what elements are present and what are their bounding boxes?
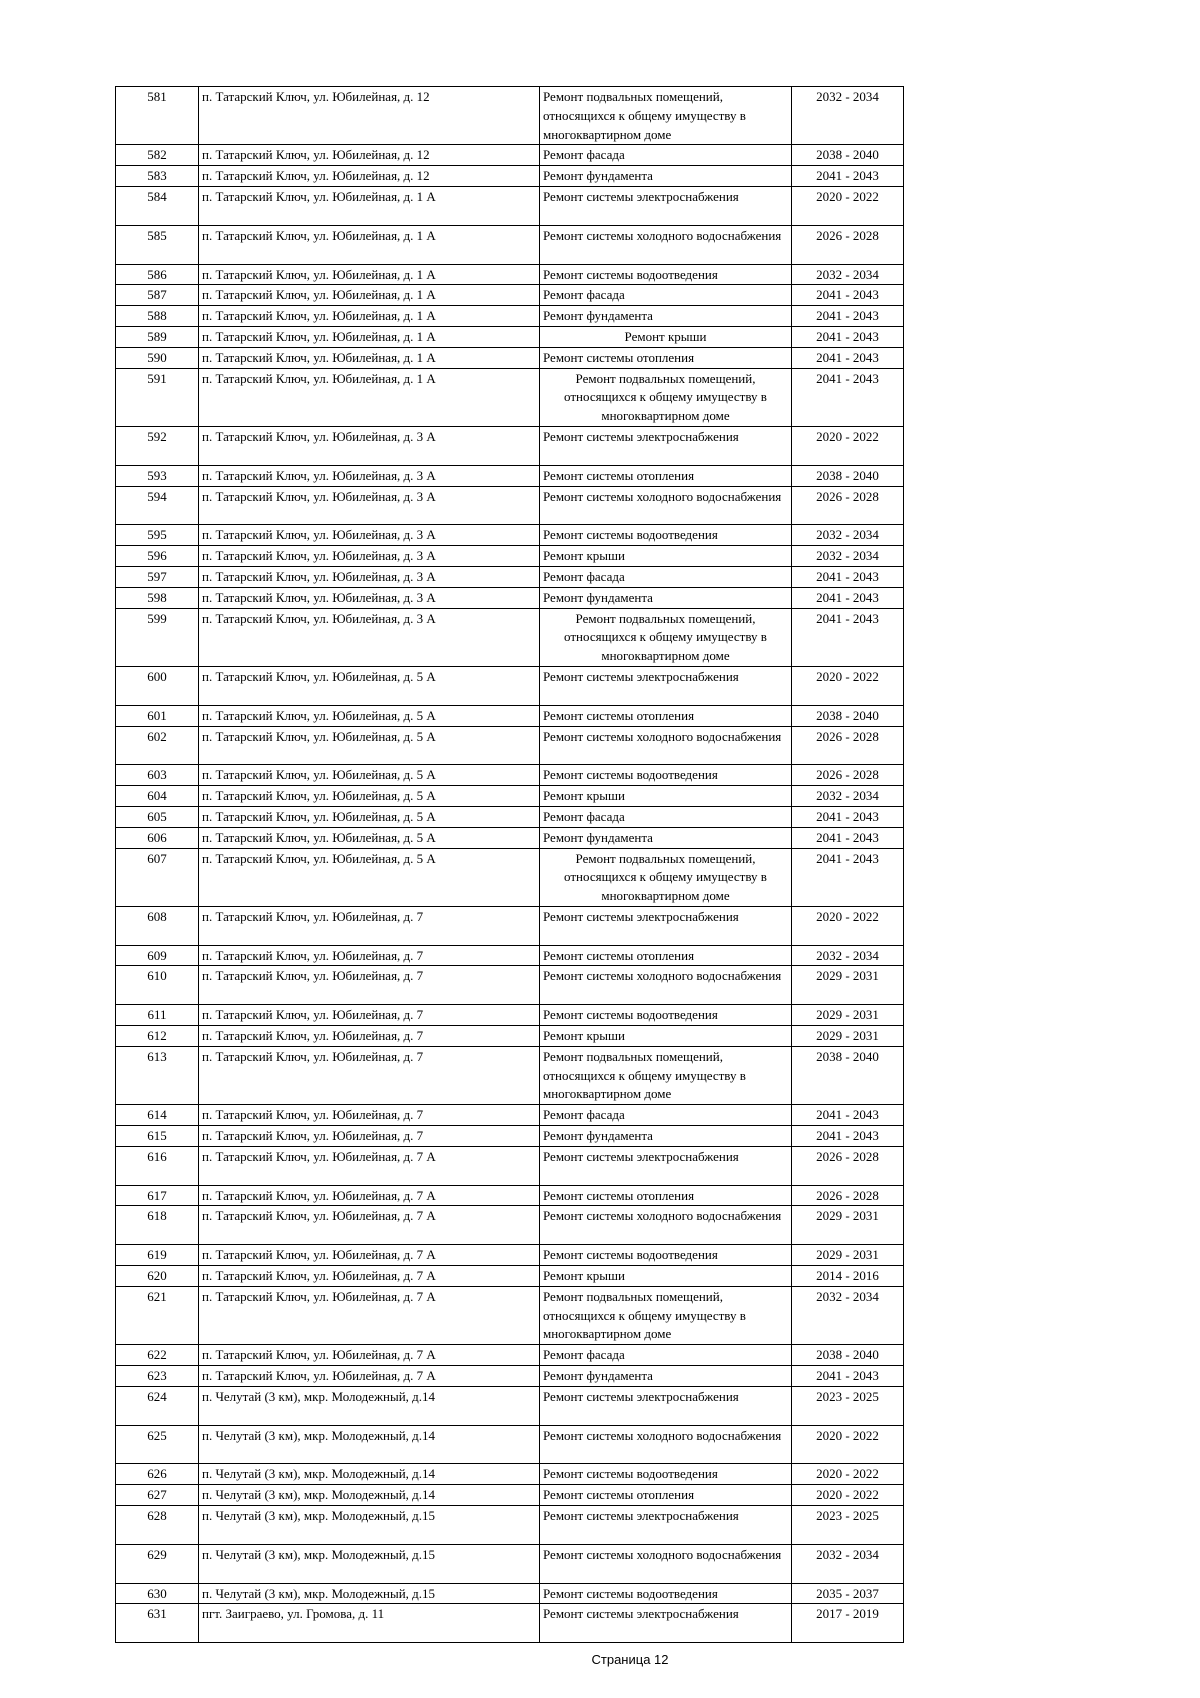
row-address: п. Татарский Ключ, ул. Юбилейная, д. 5 А [199,726,540,765]
row-period: 2023 - 2025 [792,1386,904,1425]
row-address: п. Татарский Ключ, ул. Юбилейная, д. 1 А [199,225,540,264]
row-work-type: Ремонт системы водоотведения [540,264,792,285]
row-address: п. Татарский Ключ, ул. Юбилейная, д. 7 [199,966,540,1005]
table-row [116,525,904,546]
row-period: 2020 - 2022 [792,1485,904,1506]
row-number: 595 [116,525,199,546]
row-number: 603 [116,765,199,786]
row-number: 583 [116,166,199,187]
table-row [116,848,904,906]
row-address: п. Татарский Ключ, ул. Юбилейная, д. 1 А [199,285,540,306]
row-work-type: Ремонт подвальных помещений, относящихся к общему имуществу в многоквартирном доме [540,1286,792,1344]
row-work-type: Ремонт фундамента [540,1366,792,1387]
row-work-type: Ремонт системы электроснабжения [540,666,792,705]
row-address: п. Татарский Ключ, ул. Юбилейная, д. 12 [199,166,540,187]
row-number: 596 [116,546,199,567]
row-number: 607 [116,848,199,906]
table-row [116,1126,904,1147]
row-period: 2017 - 2019 [792,1604,904,1643]
row-number: 626 [116,1464,199,1485]
table-row [116,87,904,145]
row-period: 2032 - 2034 [792,1544,904,1583]
table-row [116,608,904,666]
row-period: 2038 - 2040 [792,705,904,726]
table-row [116,465,904,486]
table-row [116,1245,904,1266]
row-number: 619 [116,1245,199,1266]
row-period: 2041 - 2043 [792,326,904,347]
row-period: 2029 - 2031 [792,1245,904,1266]
row-address: п. Татарский Ключ, ул. Юбилейная, д. 1 А [199,347,540,368]
row-address: п. Татарский Ключ, ул. Юбилейная, д. 3 А [199,566,540,587]
row-work-type: Ремонт системы электроснабжения [540,1604,792,1643]
row-work-type: Ремонт системы водоотведения [540,1583,792,1604]
row-period: 2038 - 2040 [792,1345,904,1366]
row-period: 2026 - 2028 [792,1146,904,1185]
row-address: п. Татарский Ключ, ул. Юбилейная, д. 7 А [199,1245,540,1266]
row-work-type: Ремонт системы отопления [540,945,792,966]
table-row [116,1366,904,1387]
row-work-type: Ремонт фундамента [540,166,792,187]
row-address: п. Татарский Ключ, ул. Юбилейная, д. 1 А [199,306,540,327]
row-work-type: Ремонт системы электроснабжения [540,186,792,225]
row-work-type: Ремонт подвальных помещений, относящихся к общему имуществу в многоквартирном доме [540,368,792,426]
page-number: Страница 12 [591,1652,669,1667]
row-work-type: Ремонт системы водоотведения [540,1005,792,1026]
table-row [116,966,904,1005]
row-number: 624 [116,1386,199,1425]
table-row [116,1026,904,1047]
row-period: 2020 - 2022 [792,906,904,945]
table-row [116,1386,904,1425]
table-row [116,368,904,426]
row-period: 2038 - 2040 [792,145,904,166]
row-address: пгт. Заиграево, ул. Громова, д. 11 [199,1604,540,1643]
table-row [116,806,904,827]
row-work-type: Ремонт системы электроснабжения [540,1146,792,1185]
row-number: 582 [116,145,199,166]
row-number: 608 [116,906,199,945]
row-number: 628 [116,1506,199,1545]
row-number: 611 [116,1005,199,1026]
row-address: п. Татарский Ключ, ул. Юбилейная, д. 3 А [199,546,540,567]
row-address: п. Татарский Ключ, ул. Юбилейная, д. 7 А [199,1366,540,1387]
row-work-type: Ремонт системы холодного водоснабжения [540,966,792,1005]
row-period: 2020 - 2022 [792,186,904,225]
row-address: п. Татарский Ключ, ул. Юбилейная, д. 5 А [199,705,540,726]
row-period: 2032 - 2034 [792,525,904,546]
row-number: 593 [116,465,199,486]
table-row [116,705,904,726]
row-work-type: Ремонт фасада [540,566,792,587]
row-work-type: Ремонт системы водоотведения [540,1464,792,1485]
row-period: 2029 - 2031 [792,1005,904,1026]
row-work-type: Ремонт фундамента [540,1126,792,1147]
table-row [116,726,904,765]
row-work-type: Ремонт подвальных помещений, относящихся к общему имуществу в многоквартирном доме [540,848,792,906]
row-work-type: Ремонт крыши [540,1266,792,1287]
row-address: п. Татарский Ключ, ул. Юбилейная, д. 3 А [199,587,540,608]
row-work-type: Ремонт фундамента [540,587,792,608]
row-address: п. Татарский Ключ, ул. Юбилейная, д. 5 А [199,666,540,705]
row-period: 2032 - 2034 [792,945,904,966]
row-work-type: Ремонт фасада [540,1105,792,1126]
row-address: п. Татарский Ключ, ул. Юбилейная, д. 7 [199,906,540,945]
row-period: 2032 - 2034 [792,546,904,567]
row-address: п. Татарский Ключ, ул. Юбилейная, д. 12 [199,87,540,145]
row-address: п. Татарский Ключ, ул. Юбилейная, д. 1 А [199,264,540,285]
table-row [116,486,904,525]
row-number: 585 [116,225,199,264]
table-row [116,786,904,807]
row-period: 2026 - 2028 [792,1185,904,1206]
row-period: 2041 - 2043 [792,566,904,587]
table-row [116,1485,904,1506]
row-address: п. Татарский Ключ, ул. Юбилейная, д. 5 А [199,765,540,786]
row-number: 601 [116,705,199,726]
table-row [116,765,904,786]
table-row [116,666,904,705]
row-period: 2026 - 2028 [792,765,904,786]
row-work-type: Ремонт крыши [540,1026,792,1047]
table-row [116,945,904,966]
row-period: 2041 - 2043 [792,608,904,666]
row-period: 2026 - 2028 [792,726,904,765]
row-address: п. Татарский Ключ, ул. Юбилейная, д. 3 А [199,465,540,486]
table-row [116,587,904,608]
row-address: п. Татарский Ключ, ул. Юбилейная, д. 7 [199,1126,540,1147]
table-row [116,1046,904,1104]
row-address: п. Татарский Ключ, ул. Юбилейная, д. 1 А [199,368,540,426]
row-number: 614 [116,1105,199,1126]
table-row [116,186,904,225]
row-number: 604 [116,786,199,807]
row-period: 2035 - 2037 [792,1583,904,1604]
table-row [116,1544,904,1583]
row-address: п. Челутай (3 км), мкр. Молодежный, д.14 [199,1386,540,1425]
row-address: п. Татарский Ключ, ул. Юбилейная, д. 3 А [199,486,540,525]
row-period: 2041 - 2043 [792,1366,904,1387]
row-work-type: Ремонт фундамента [540,827,792,848]
row-number: 581 [116,87,199,145]
row-number: 597 [116,566,199,587]
row-work-type: Ремонт системы отопления [540,465,792,486]
row-number: 623 [116,1366,199,1387]
row-period: 2041 - 2043 [792,806,904,827]
row-period: 2020 - 2022 [792,1425,904,1464]
table-row [116,166,904,187]
row-work-type: Ремонт крыши [540,326,792,347]
row-address: п. Татарский Ключ, ул. Юбилейная, д. 5 А [199,806,540,827]
row-number: 622 [116,1345,199,1366]
table-row [116,1005,904,1026]
row-period: 2032 - 2034 [792,264,904,285]
table-row [116,1583,904,1604]
row-work-type: Ремонт фундамента [540,306,792,327]
row-number: 616 [116,1146,199,1185]
row-work-type: Ремонт подвальных помещений, относящихся к общему имуществу в многоквартирном доме [540,87,792,145]
row-address: п. Татарский Ключ, ул. Юбилейная, д. 7 А [199,1146,540,1185]
row-address: п. Татарский Ключ, ул. Юбилейная, д. 5 А [199,786,540,807]
row-number: 625 [116,1425,199,1464]
row-address: п. Татарский Ключ, ул. Юбилейная, д. 1 А [199,186,540,225]
row-period: 2023 - 2025 [792,1506,904,1545]
table-row [116,426,904,465]
row-number: 599 [116,608,199,666]
table-row [116,566,904,587]
row-number: 610 [116,966,199,1005]
row-period: 2041 - 2043 [792,587,904,608]
row-work-type: Ремонт крыши [540,546,792,567]
row-period: 2041 - 2043 [792,285,904,306]
row-number: 592 [116,426,199,465]
table-row [116,326,904,347]
row-number: 605 [116,806,199,827]
row-period: 2032 - 2034 [792,1286,904,1344]
row-number: 627 [116,1485,199,1506]
row-work-type: Ремонт фасада [540,806,792,827]
row-number: 615 [116,1126,199,1147]
row-address: п. Татарский Ключ, ул. Юбилейная, д. 7 [199,1026,540,1047]
row-number: 613 [116,1046,199,1104]
row-period: 2041 - 2043 [792,347,904,368]
row-work-type: Ремонт крыши [540,786,792,807]
table-row [116,264,904,285]
row-period: 2014 - 2016 [792,1266,904,1287]
row-work-type: Ремонт системы электроснабжения [540,1386,792,1425]
row-work-type: Ремонт системы электроснабжения [540,906,792,945]
row-period: 2020 - 2022 [792,666,904,705]
row-work-type: Ремонт системы водоотведения [540,525,792,546]
row-period: 2038 - 2040 [792,465,904,486]
row-number: 584 [116,186,199,225]
row-address: п. Татарский Ключ, ул. Юбилейная, д. 7 [199,1105,540,1126]
row-number: 598 [116,587,199,608]
repair-schedule-table [115,86,904,1643]
row-period: 2041 - 2043 [792,166,904,187]
row-number: 587 [116,285,199,306]
table-row [116,1286,904,1344]
row-address: п. Татарский Ключ, ул. Юбилейная, д. 7 [199,1005,540,1026]
row-number: 620 [116,1266,199,1287]
row-work-type: Ремонт фасада [540,285,792,306]
row-address: п. Челутай (3 км), мкр. Молодежный, д.15 [199,1544,540,1583]
table-row [116,225,904,264]
row-work-type: Ремонт системы отопления [540,347,792,368]
table-row [116,1464,904,1485]
row-work-type: Ремонт фасада [540,145,792,166]
table-row [116,1206,904,1245]
row-address: п. Татарский Ключ, ул. Юбилейная, д. 7 А [199,1286,540,1344]
row-number: 630 [116,1583,199,1604]
row-period: 2020 - 2022 [792,1464,904,1485]
row-number: 617 [116,1185,199,1206]
row-period: 2041 - 2043 [792,827,904,848]
row-number: 600 [116,666,199,705]
row-period: 2041 - 2043 [792,1105,904,1126]
row-period: 2032 - 2034 [792,87,904,145]
row-period: 2041 - 2043 [792,1126,904,1147]
row-period: 2026 - 2028 [792,486,904,525]
row-work-type: Ремонт подвальных помещений, относящихся к общему имуществу в многоквартирном доме [540,1046,792,1104]
row-address: п. Челутай (3 км), мкр. Молодежный, д.14 [199,1485,540,1506]
row-number: 631 [116,1604,199,1643]
row-number: 586 [116,264,199,285]
row-work-type: Ремонт системы холодного водоснабжения [540,1425,792,1464]
row-number: 618 [116,1206,199,1245]
row-period: 2041 - 2043 [792,368,904,426]
table-row [116,1425,904,1464]
row-address: п. Татарский Ключ, ул. Юбилейная, д. 3 А [199,426,540,465]
row-number: 590 [116,347,199,368]
row-period: 2029 - 2031 [792,1206,904,1245]
table-row [116,827,904,848]
row-work-type: Ремонт системы холодного водоснабжения [540,225,792,264]
row-work-type: Ремонт системы холодного водоснабжения [540,1206,792,1245]
row-work-type: Ремонт системы электроснабжения [540,1506,792,1545]
row-number: 606 [116,827,199,848]
row-period: 2038 - 2040 [792,1046,904,1104]
table-row [116,145,904,166]
table-row [116,1105,904,1126]
row-number: 612 [116,1026,199,1047]
table-row [116,546,904,567]
table-row [116,306,904,327]
table-row [116,1604,904,1643]
row-period: 2041 - 2043 [792,306,904,327]
row-work-type: Ремонт системы холодного водоснабжения [540,1544,792,1583]
row-address: п. Татарский Ключ, ул. Юбилейная, д. 7 А [199,1206,540,1245]
row-number: 621 [116,1286,199,1344]
row-work-type: Ремонт системы водоотведения [540,1245,792,1266]
table-row [116,1345,904,1366]
row-address: п. Татарский Ключ, ул. Юбилейная, д. 7 [199,1046,540,1104]
row-work-type: Ремонт подвальных помещений, относящихся к общему имуществу в многоквартирном доме [540,608,792,666]
row-address: п. Татарский Ключ, ул. Юбилейная, д. 1 А [199,326,540,347]
row-number: 589 [116,326,199,347]
row-address: п. Челутай (3 км), мкр. Молодежный, д.15 [199,1583,540,1604]
row-number: 588 [116,306,199,327]
row-number: 591 [116,368,199,426]
row-address: п. Челутай (3 км), мкр. Молодежный, д.14 [199,1425,540,1464]
table-row [116,1146,904,1185]
row-address: п. Челутай (3 км), мкр. Молодежный, д.15 [199,1506,540,1545]
table-row [116,285,904,306]
row-work-type: Ремонт системы отопления [540,1185,792,1206]
row-work-type: Ремонт фасада [540,1345,792,1366]
row-work-type: Ремонт системы холодного водоснабжения [540,726,792,765]
row-address: п. Татарский Ключ, ул. Юбилейная, д. 7 А [199,1266,540,1287]
row-address: п. Татарский Ключ, ул. Юбилейная, д. 3 А [199,608,540,666]
row-number: 602 [116,726,199,765]
row-number: 594 [116,486,199,525]
row-address: п. Татарский Ключ, ул. Юбилейная, д. 3 А [199,525,540,546]
row-address: п. Татарский Ключ, ул. Юбилейная, д. 7 А [199,1345,540,1366]
row-period: 2026 - 2028 [792,225,904,264]
row-address: п. Татарский Ключ, ул. Юбилейная, д. 5 А [199,848,540,906]
row-work-type: Ремонт системы водоотведения [540,765,792,786]
row-number: 629 [116,1544,199,1583]
row-period: 2032 - 2034 [792,786,904,807]
row-period: 2020 - 2022 [792,426,904,465]
row-period: 2041 - 2043 [792,848,904,906]
row-number: 609 [116,945,199,966]
row-work-type: Ремонт системы холодного водоснабжения [540,486,792,525]
table-row [116,906,904,945]
row-period: 2029 - 2031 [792,966,904,1005]
row-address: п. Челутай (3 км), мкр. Молодежный, д.14 [199,1464,540,1485]
row-work-type: Ремонт системы электроснабжения [540,426,792,465]
row-address: п. Татарский Ключ, ул. Юбилейная, д. 7 [199,945,540,966]
table-row [116,1506,904,1545]
row-address: п. Татарский Ключ, ул. Юбилейная, д. 5 А [199,827,540,848]
row-work-type: Ремонт системы отопления [540,705,792,726]
table-row [116,347,904,368]
table-body [116,87,904,1643]
table-row [116,1266,904,1287]
row-address: п. Татарский Ключ, ул. Юбилейная, д. 12 [199,145,540,166]
row-address: п. Татарский Ключ, ул. Юбилейная, д. 7 А [199,1185,540,1206]
table-row [116,1185,904,1206]
row-period: 2029 - 2031 [792,1026,904,1047]
row-work-type: Ремонт системы отопления [540,1485,792,1506]
